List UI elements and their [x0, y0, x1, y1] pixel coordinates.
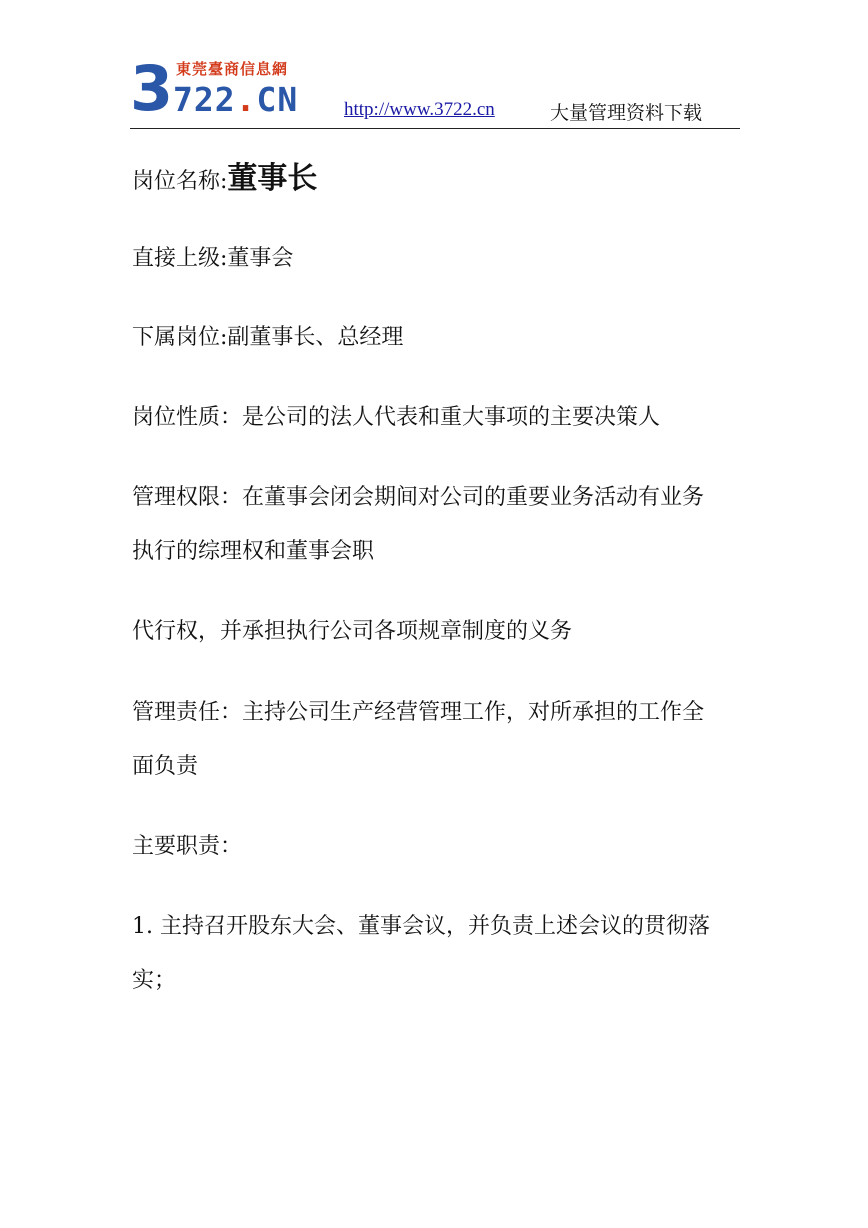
direct-superior: 直接上级:董事会: [132, 246, 294, 271]
site-url-link[interactable]: http://www.3722.cn: [344, 99, 495, 120]
page-header: [130, 52, 740, 129]
position-title-value: 董事长: [227, 161, 318, 196]
header-slogan: 大量管理资料下载: [550, 102, 703, 124]
logo-dot: .: [235, 80, 257, 119]
position-title: [132, 161, 318, 196]
responsibility-line-2: 面负责: [132, 754, 199, 779]
duty-1-line-1: 1. 主持召开股东大会、董事会议，并负责上述会议的贯彻落: [132, 914, 710, 939]
duty-1-line-2: 实；: [132, 968, 177, 993]
logo-number-digits: 722: [173, 80, 236, 119]
authority-line-2: 执行的综理权和董事会职: [132, 539, 375, 564]
authority-line-1: 管理权限：在董事会闭会期间对公司的重要业务活动有业务: [132, 485, 705, 510]
logo-suffix: CN: [256, 80, 299, 119]
authority-line-3: 代行权，并承担执行公司各项规章制度的义务: [132, 619, 573, 644]
logo-number: [173, 82, 298, 118]
logo-digit: 3: [130, 52, 174, 125]
duties-heading: 主要职责：: [132, 834, 243, 859]
position-nature: 岗位性质：是公司的法人代表和重大事项的主要决策人: [132, 405, 661, 430]
logo-tagline: 東莞臺商信息網: [176, 60, 289, 78]
position-title-label: 岗位名称:: [132, 169, 228, 194]
site-logo[interactable]: [130, 52, 310, 125]
subordinate-positions: 下属岗位:副董事长、总经理: [132, 325, 404, 350]
responsibility-line-1: 管理责任：主持公司生产经营管理工作，对所承担的工作全: [132, 700, 705, 725]
